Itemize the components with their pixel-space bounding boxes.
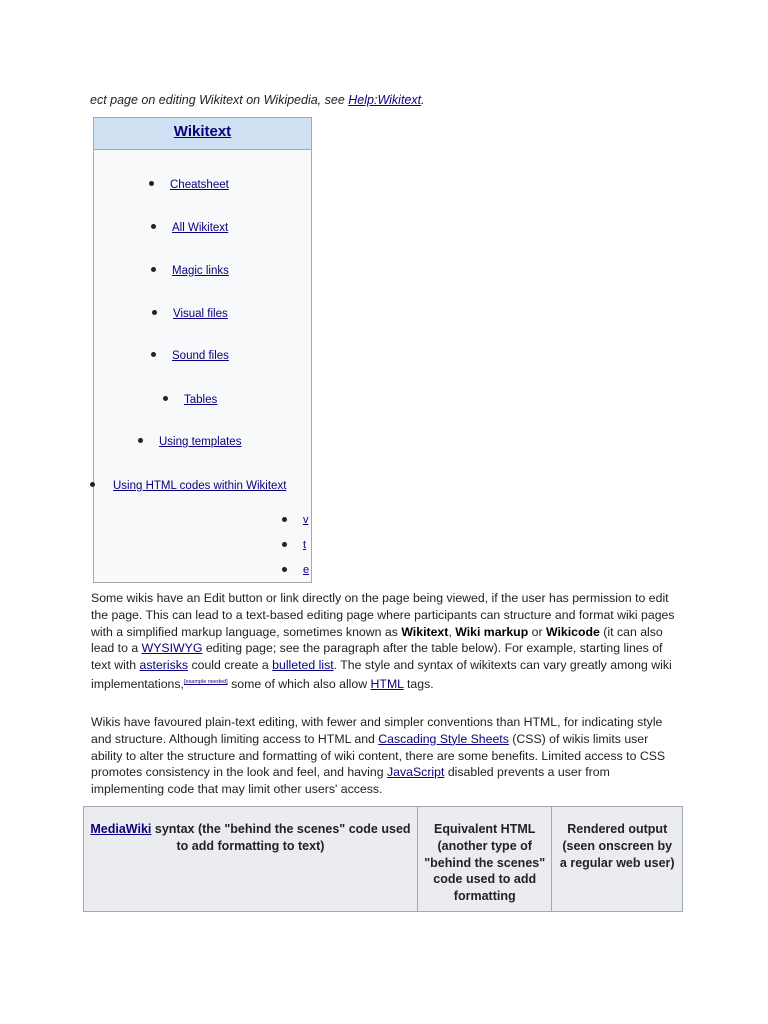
para1-text: (it can also lead to a [91, 624, 663, 656]
wikitext-comparison-table [83, 806, 683, 912]
bullet-icon [138, 438, 143, 443]
html-link[interactable]: HTML [370, 677, 404, 692]
nav-link-using-templates[interactable]: Using templates [159, 436, 242, 448]
nav-link-sound-files[interactable]: Sound files [172, 350, 229, 362]
bullet-icon [90, 482, 95, 487]
javascript-link[interactable]: JavaScript [387, 765, 445, 780]
para1-text: tags. [403, 677, 434, 692]
para1-text: or [528, 624, 546, 639]
navbox-title [94, 118, 311, 150]
nav-item-using-templates [138, 436, 241, 448]
nav-item-visual-files [152, 308, 228, 320]
css-link[interactable]: Cascading Style Sheets [378, 731, 509, 746]
header-rendered-output: Rendered output (seen onscreen by a regular web user) [552, 807, 683, 912]
nav-link-tables[interactable]: Tables [184, 394, 218, 406]
nav-item-magic-links [151, 265, 229, 277]
nav-item-tables [163, 394, 217, 406]
bullet-icon [163, 396, 168, 401]
nav-link-all-wikitext[interactable]: All Wikitext [172, 222, 229, 234]
header-col1-text: syntax (the "behind the scenes" code used to add formatting to text) [151, 822, 411, 853]
vte-view [282, 514, 309, 526]
header-equivalent-html: Equivalent HTML (another type of "behind the scenes" code used to add formatting [417, 807, 552, 912]
term-wikitext: Wikitext [401, 624, 449, 639]
para1-text: , [448, 624, 456, 639]
bullet-icon [282, 542, 287, 547]
para1-text: could create a [188, 658, 273, 673]
nav-item-cheatsheet [149, 179, 229, 191]
paragraph-plain-text-editing [91, 714, 681, 798]
para2-text: Wikis have favoured plain-text editing, with fewer and simpler conventions than HTML, for indicating style and structure. Although limiting access to HTML and [91, 715, 663, 746]
intro-line [90, 93, 425, 107]
example-needed-link[interactable]: [example needed] [183, 678, 228, 685]
bullet-icon [152, 310, 157, 315]
vte-edit-link[interactable]: e [303, 564, 310, 576]
header-mediawiki-syntax [84, 807, 418, 912]
para1-text: Some wikis have an Edit button or link directly on the page being viewed, if the user has permission to edit the page. This can lead to a text-based editing page where participants can structure and format wiki pages with a simplified markup language, sometimes known as [91, 591, 675, 639]
bullet-icon [151, 267, 156, 272]
vte-view-link[interactable]: v [303, 514, 309, 526]
nav-item-html-codes [90, 480, 286, 492]
nav-link-cheatsheet[interactable]: Cheatsheet [170, 179, 229, 191]
mediawiki-link[interactable]: MediaWiki [90, 822, 152, 836]
intro-tail: . [421, 93, 425, 107]
bullet-icon [282, 517, 287, 522]
para1-text: some of which also allow [227, 677, 371, 692]
intro-text: ect page on editing Wikitext on Wikipedia, see [90, 93, 349, 107]
nav-link-magic-links[interactable]: Magic links [172, 265, 229, 277]
term-wikicode: Wikicode [546, 624, 600, 639]
paragraph-edit-button [91, 590, 681, 693]
bulleted-list-link[interactable]: bulleted list [272, 658, 334, 673]
para1-text: . The style and syntax of wikitexts can vary greatly among wiki implementations, [91, 658, 672, 692]
vte-talk [282, 539, 306, 551]
help-wikitext-link[interactable]: Help:Wikitext [348, 93, 422, 107]
vte-talk-link[interactable]: t [303, 539, 307, 551]
para2-text: disabled prevents a user from implementing code that may limit other users' access. [91, 765, 610, 797]
para2-text: (CSS) of wikis limits user ability to alter the structure and formatting of wiki content, there are some benefits. Limited access to CSS promotes consistency in the look and feel, and having [91, 731, 666, 780]
bullet-icon [151, 224, 156, 229]
bullet-icon [149, 181, 154, 186]
nav-link-html-codes[interactable]: Using HTML codes within Wikitext [113, 480, 287, 492]
wysiwyg-link[interactable]: WYSIWYG [141, 641, 203, 656]
para1-text: editing page; see the paragraph after the table below). For example, starting lines of text with [91, 641, 663, 673]
bullet-icon [282, 567, 287, 572]
bullet-icon [151, 352, 156, 357]
nav-link-visual-files[interactable]: Visual files [173, 308, 228, 320]
term-wiki-markup: Wiki markup [455, 624, 529, 639]
nav-item-all-wikitext [151, 222, 228, 234]
table-header-row [84, 807, 683, 912]
nav-item-sound-files [151, 350, 229, 362]
asterisks-link[interactable]: asterisks [139, 658, 189, 673]
vte-edit [282, 564, 309, 576]
navbox-title-link[interactable]: Wikitext [173, 123, 232, 140]
